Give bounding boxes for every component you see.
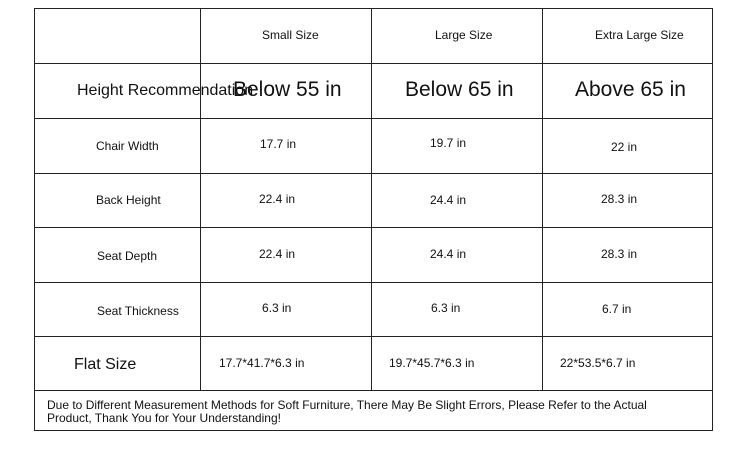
- measurement-disclaimer: Due to Different Measurement Methods for Soft Furniture, There May Be Slight Errors, Please Refer to the Actual Product, Thank You for Your Understanding!: [47, 398, 647, 425]
- row-label-back-height: Back Height: [96, 193, 161, 207]
- row-label-seat-thickness: Seat Thickness: [97, 304, 179, 318]
- row-divider: [35, 63, 712, 64]
- value-small-back-height: 22.4 in: [259, 192, 296, 206]
- row-divider: [35, 390, 712, 391]
- value-large-flat-size: 19.7*45.7*6.3 in: [389, 356, 475, 370]
- value-small-height: Below 55 in: [233, 78, 342, 101]
- header-large-size: Large Size: [435, 28, 493, 42]
- column-divider: [200, 9, 201, 391]
- row-divider: [35, 227, 712, 228]
- value-xl-chair-width: 22 in: [611, 140, 638, 154]
- value-xl-seat-thickness: 6.7 in: [602, 302, 632, 316]
- size-chart-table: [34, 8, 713, 431]
- value-xl-seat-depth: 28.3 in: [601, 247, 638, 261]
- row-divider: [35, 118, 712, 119]
- value-small-chair-width: 17.7 in: [260, 137, 297, 151]
- value-xl-height: Above 65 in: [575, 78, 686, 101]
- value-large-back-height: 24.4 in: [430, 193, 467, 207]
- value-large-height: Below 65 in: [405, 78, 514, 101]
- row-divider: [35, 336, 712, 337]
- value-xl-back-height: 28.3 in: [601, 192, 638, 206]
- row-label-chair-width: Chair Width: [96, 139, 159, 153]
- column-divider: [371, 9, 372, 391]
- value-small-seat-thickness: 6.3 in: [262, 301, 292, 315]
- column-divider: [542, 9, 543, 391]
- value-small-seat-depth: 22.4 in: [259, 247, 296, 261]
- row-label-height-recommendation: Height Recommendation: [77, 82, 254, 99]
- value-large-seat-thickness: 6.3 in: [431, 301, 461, 315]
- row-label-flat-size: Flat Size: [74, 356, 137, 373]
- value-small-flat-size: 17.7*41.7*6.3 in: [219, 356, 305, 370]
- row-label-seat-depth: Seat Depth: [97, 249, 158, 263]
- row-divider: [35, 173, 712, 174]
- value-xl-flat-size: 22*53.5*6.7 in: [560, 356, 636, 370]
- header-extra-large-size: Extra Large Size: [595, 28, 684, 42]
- value-large-seat-depth: 24.4 in: [430, 247, 467, 261]
- value-large-chair-width: 19.7 in: [430, 136, 467, 150]
- header-small-size: Small Size: [262, 28, 319, 42]
- row-divider: [35, 282, 712, 283]
